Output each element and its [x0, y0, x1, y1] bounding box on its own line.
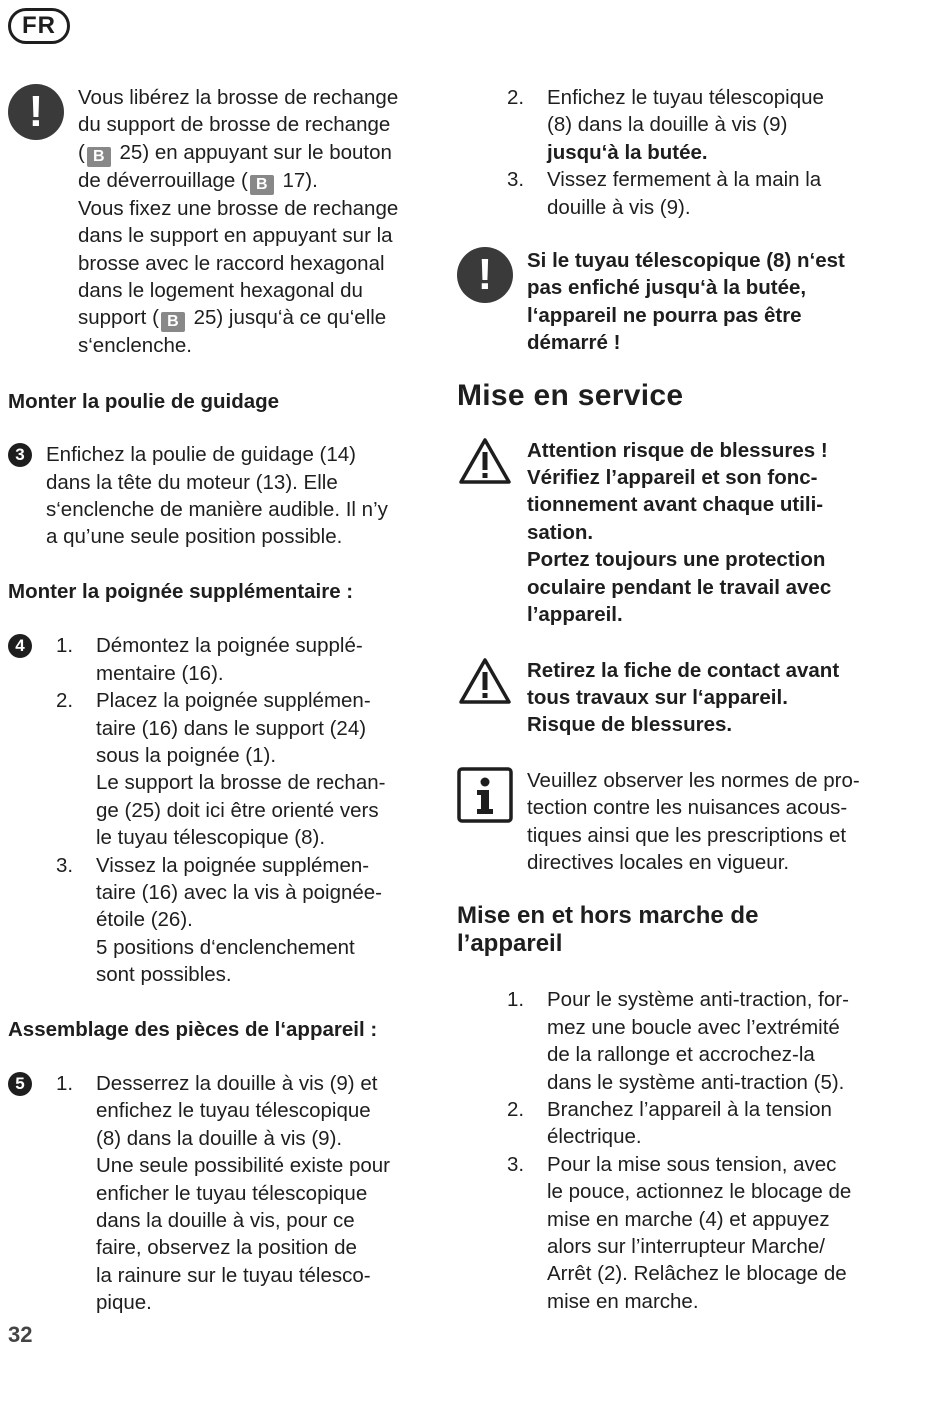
text-line: Pour la mise sous tension, avec [547, 1152, 837, 1176]
text-line: Démontez la poignée supplé- [96, 634, 363, 658]
figure-ref-badge: B [250, 175, 274, 195]
step-block-4 [8, 632, 433, 988]
text-line: 5 positions d‘enclenchement [96, 935, 355, 959]
item-number: 3. [507, 1152, 525, 1176]
text-line: enficher le tuyau télescopique [96, 1181, 368, 1205]
text-line: taire (16) dans le support (24) [96, 716, 367, 740]
text-line: dans la tête du moteur (13). Elle [46, 470, 338, 494]
section-heading-extra-handle: Monter la poignée supplémentaire : [8, 579, 354, 603]
list-item [507, 1096, 892, 1151]
list-item [56, 1070, 390, 1317]
text-line: faire, observez la position de [96, 1236, 357, 1260]
text-line: taire (16) avec la vis à poignée- [96, 880, 383, 904]
text-line: électrique. [547, 1125, 642, 1149]
item-number: 2. [507, 1097, 525, 1121]
left-column [8, 84, 433, 1317]
text-line: Si le tuyau télescopique (8) n‘est [527, 249, 845, 273]
item-text [96, 687, 385, 851]
text-line: Branchez l’appareil à la tension [547, 1097, 832, 1121]
item-text [96, 632, 363, 687]
step-number-badge: 3 [8, 443, 32, 467]
text-line: Veuillez observer les normes de pro- [527, 768, 860, 792]
text-line: l‘appareil ne pourra pas être [527, 303, 802, 327]
figure-ref-badge: B [161, 312, 185, 332]
item-number: 3. [507, 168, 525, 192]
step-block-5 [8, 1070, 433, 1317]
text-line: Vous fixez une brosse de rechange [78, 196, 399, 220]
text-line: Placez la poignée supplémen- [96, 689, 371, 713]
text-line: Enfichez le tuyau télescopique [547, 86, 824, 109]
list-item [507, 166, 892, 221]
note-replacement-brush [8, 84, 433, 360]
item-text [96, 1070, 390, 1317]
text-line: Risque de blessures. [527, 713, 733, 737]
language-badge: FR [8, 8, 70, 44]
text-line: tionnement avant chaque utili- [527, 493, 824, 517]
numbered-list [56, 1070, 390, 1317]
text-line: Le support la brosse de rechan- [96, 771, 386, 795]
figure-ref-badge: B [87, 147, 111, 167]
text-line: tection contre les nuisances acous- [527, 796, 848, 820]
text-line: mentaire (16). [96, 661, 224, 685]
text-line: brosse avec le raccord hexagonal [78, 251, 385, 275]
section-heading-guide-pulley: Monter la poulie de guidage [8, 389, 280, 413]
text-line: douille à vis (9). [547, 195, 691, 219]
list-item [56, 687, 385, 851]
text-line: l’appareil. [527, 603, 623, 627]
item-text [547, 1096, 832, 1151]
text-line: Arrêt (2). Relâchez le blocage de [547, 1262, 847, 1286]
heading-line: l’appareil [457, 930, 563, 958]
step-number-badge: 5 [8, 1072, 32, 1096]
item-text [547, 84, 824, 166]
text-line: tous travaux sur l‘appareil. [527, 685, 788, 709]
page-number: 32 [8, 1322, 33, 1347]
text-line: sous la poignée (1). [96, 743, 277, 767]
text-line: ge (25) doit ici être orienté vers [96, 798, 379, 822]
text-line: directives locales en vigueur. [527, 850, 790, 874]
section-title-on-off [457, 902, 892, 958]
numbered-list-bottom [507, 986, 892, 1315]
text-line: démarré ! [527, 331, 621, 355]
warning-text [527, 437, 831, 629]
list-item [507, 84, 892, 166]
text-line: pique. [96, 1291, 152, 1315]
item-number: 2. [56, 689, 74, 713]
item-number: 1. [56, 1071, 74, 1095]
text-line: de déverrouillage ( B 17). [78, 168, 318, 193]
text-line: sont possibles. [96, 963, 232, 987]
text-line: Desserrez la douille à vis (9) et [96, 1071, 378, 1095]
text-line: mise en marche (4) et appuyez [547, 1207, 830, 1231]
text-line: Enfichez la poulie de guidage (14) [46, 443, 356, 467]
text-line: dans le support en appuyant sur la [78, 224, 393, 248]
text-line: oculaire pendant le travail avec [527, 575, 832, 599]
section-heading-assembly: Assemblage des pièces de l‘appareil : [8, 1017, 378, 1041]
text-line: Attention risque de blessures ! [527, 438, 828, 462]
text-line: Pour le système anti-traction, for- [547, 988, 849, 1012]
step-number-badge: 4 [8, 634, 32, 658]
info-icon [457, 767, 513, 823]
text-line: dans le logement hexagonal du [78, 279, 363, 303]
text-line: Vérifiez l’appareil et son fonc- [527, 466, 818, 490]
item-number: 2. [507, 86, 525, 109]
numbered-list-top [507, 84, 892, 221]
exclamation-icon: ! [8, 84, 64, 140]
warning-injury [457, 437, 892, 629]
text-line: mise en marche. [547, 1289, 699, 1313]
warning-triangle-icon [457, 657, 513, 705]
warning-unplug [457, 657, 892, 739]
item-number: 1. [56, 634, 74, 658]
text-line: Vous libérez la brosse de rechange [78, 86, 399, 109]
numbered-list [56, 632, 385, 988]
item-number: 3. [56, 853, 74, 877]
text-line: de la rallonge et accrochez-la [547, 1043, 815, 1067]
item-text [96, 852, 382, 989]
text-line: Vissez la poignée supplémen- [96, 853, 370, 877]
text-line: dans la douille à vis, pour ce [96, 1209, 355, 1232]
right-column [457, 84, 892, 1315]
item-text [547, 986, 849, 1096]
text-line: (8) dans la douille à vis (9) [547, 113, 788, 137]
warning-triangle-icon [457, 437, 513, 485]
text-line: s‘enclenche de manière audible. Il n’y [46, 498, 388, 522]
section-title-commissioning: Mise en service [457, 378, 684, 412]
text-line: étoile (26). [96, 908, 193, 932]
list-item [56, 852, 385, 989]
note-text [78, 84, 398, 360]
info-noise-regulations [457, 767, 892, 877]
text-line: tiques ainsi que les prescriptions et [527, 823, 847, 847]
text-line: sation. [527, 520, 594, 544]
text-line: le pouce, actionnez le blocage de [547, 1180, 852, 1204]
text-line: a qu’une seule position possible. [46, 525, 343, 549]
heading-line: Mise en et hors marche de [457, 902, 759, 930]
note-text [527, 247, 845, 357]
text-line: pas enfiché jusqu‘à la butée, [527, 276, 807, 300]
text-line: du support de brosse de rechange [78, 113, 391, 137]
item-text [547, 1151, 851, 1315]
warning-text [527, 657, 839, 739]
item-number: 1. [507, 988, 525, 1012]
text-line: le tuyau télescopique (8). [96, 826, 326, 850]
text-line: (8) dans la douille à vis (9). [96, 1126, 343, 1150]
info-text [527, 767, 860, 877]
text-line: Vissez fermement à la main la [547, 168, 822, 192]
text-line: alors sur l’interrupteur Marche/ [547, 1235, 825, 1258]
text-line: Portez toujours une protection [527, 548, 826, 572]
text-line: mez une boucle avec l’extrémité [547, 1015, 840, 1039]
text-line: la rainure sur le tuyau télesco- [96, 1263, 371, 1287]
list-item [507, 986, 892, 1096]
text-line: Une seule possibilité existe pour [96, 1154, 390, 1178]
text-line: s‘enclenche. [78, 334, 192, 358]
exclamation-icon: ! [457, 247, 513, 303]
step-block-3 [8, 441, 433, 551]
text-line: support ( B 25) jusqu‘à ce qu‘elle [78, 306, 387, 331]
item-text [547, 166, 821, 221]
note-telescopic-tube [457, 247, 892, 357]
list-item [507, 1151, 892, 1315]
list-item [56, 632, 385, 687]
text-line-bold: jusqu‘à la butée. [547, 140, 708, 164]
text-line: Retirez la fiche de contact avant [527, 658, 840, 682]
step-text [46, 441, 388, 551]
text-line: enfichez le tuyau télescopique [96, 1099, 371, 1123]
text-line: dans le système anti-traction (5). [547, 1070, 845, 1094]
text-line: ( B 25) en appuyant sur le bouton [78, 140, 392, 165]
